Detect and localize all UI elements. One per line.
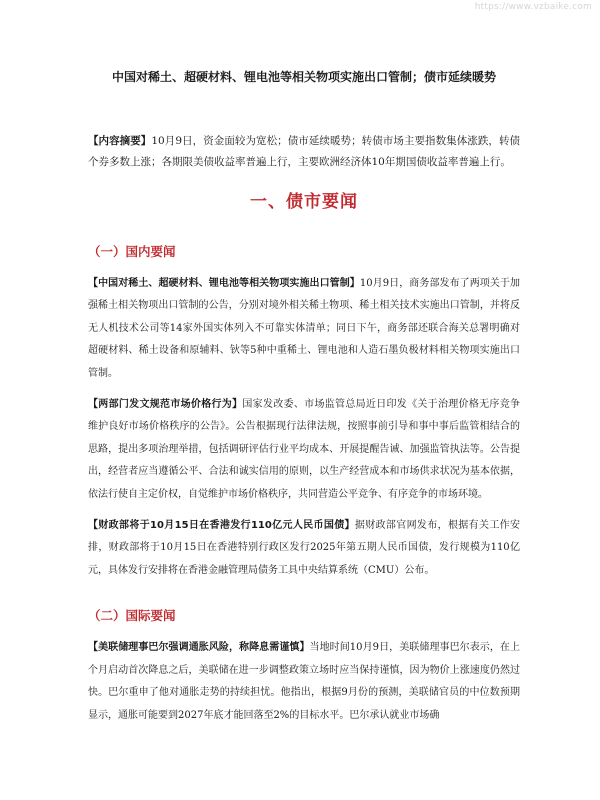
subsection-heading-domestic: （一）国内要闻 [88,244,176,259]
watermark-text: https://www.vzbaike.com [474,2,592,12]
abstract-tag: 【内容摘要】 [88,135,152,147]
news-paragraph [88,273,520,385]
abstract-text: 10月9日，资金面较为宽松；债市延续暖势；转债市场主要指数集体涨跌，转债个券多数上涨；各期限美债收益率普遍上行，主要欧洲经济体10年期国债收益率普遍上行。 [88,135,520,168]
abstract-paragraph [88,131,520,173]
news-lead: 【两部门发文规范市场价格行为】 [88,399,243,411]
news-lead: 【财政部将于10月15日在香港发行110亿元人民币国债】 [88,520,355,532]
subsection-heading-international: （二）国际要闻 [88,608,176,624]
news-paragraph [88,394,520,506]
news-text: 10月9日，商务部发布了两项关于加强稀土相关物项出口管制的公告，分别对境外相关稀土物项、稀土相关技术实施出口管制，并将反无人机技术公司等14家外国实体列入不可靠实体清单；同日下午，商务部还联合海关总署明确对超硬材料、稀土设备和原辅料、钬等5种中重稀土、锂电池和人造石墨负极材料相关物项实施出口管制。 [88,278,520,379]
news-text: 国家发改委、市场监管总局近日印发《关于治理价格无序竞争 维护良好市场价格秩序的公告》。公告根据现行法律法规，按照事前引导和事中事后监管相结合的思路，提出多项治理举措，包括调研评估行业平均成本、开展提醒告诫、加强监管执法等。公告提出，经营者应当遵循公平、合法和诚实信用的原则，以生产经营成本和市场供求状况为基本依据，依法行使自主定价权，自觉维护市场价格秩序，共同营造公平竞争、有序竞争的市场环境。 [88,399,521,500]
news-paragraph [88,637,520,727]
news-paragraph [88,515,520,582]
document-page [88,62,520,727]
news-lead: 【中国对稀土、超硬材料、锂电池等相关物项实施出口管制】 [88,278,360,289]
news-text: 当地时间10月9日，美联储理事巴尔表示，在上个月启动首次降息之后，美联储在进一步调整政策立场时应当保持谨慎，因为物价上涨速度仍然过快。巴尔重申了他对通胀走势的持续担忧。他指出，根据9月份的预测，美联储官员的中位数预期显示，通胀可能要到2027年底才能回落至2%的目标水平。巴尔承认就业市场确 [88,642,521,721]
section-heading: 一、债市要闻 [250,192,358,212]
news-lead: 【美联储理事巴尔强调通胀风险，称降息需谨慎】 [88,642,310,654]
news-text: 据财政部官网发布，根据有关工作安排，财政部将于10月15日在香港特别行政区发行2025年第五期人民币国债，发行规模为110亿元，具体发行安排将在香港金融管理局债务工具中央结算系统（CMU）公布。 [88,520,520,576]
document-title: 中国对稀土、超硬材料、锂电池等相关物项实施出口管制；债市延续暖势 [111,70,496,84]
